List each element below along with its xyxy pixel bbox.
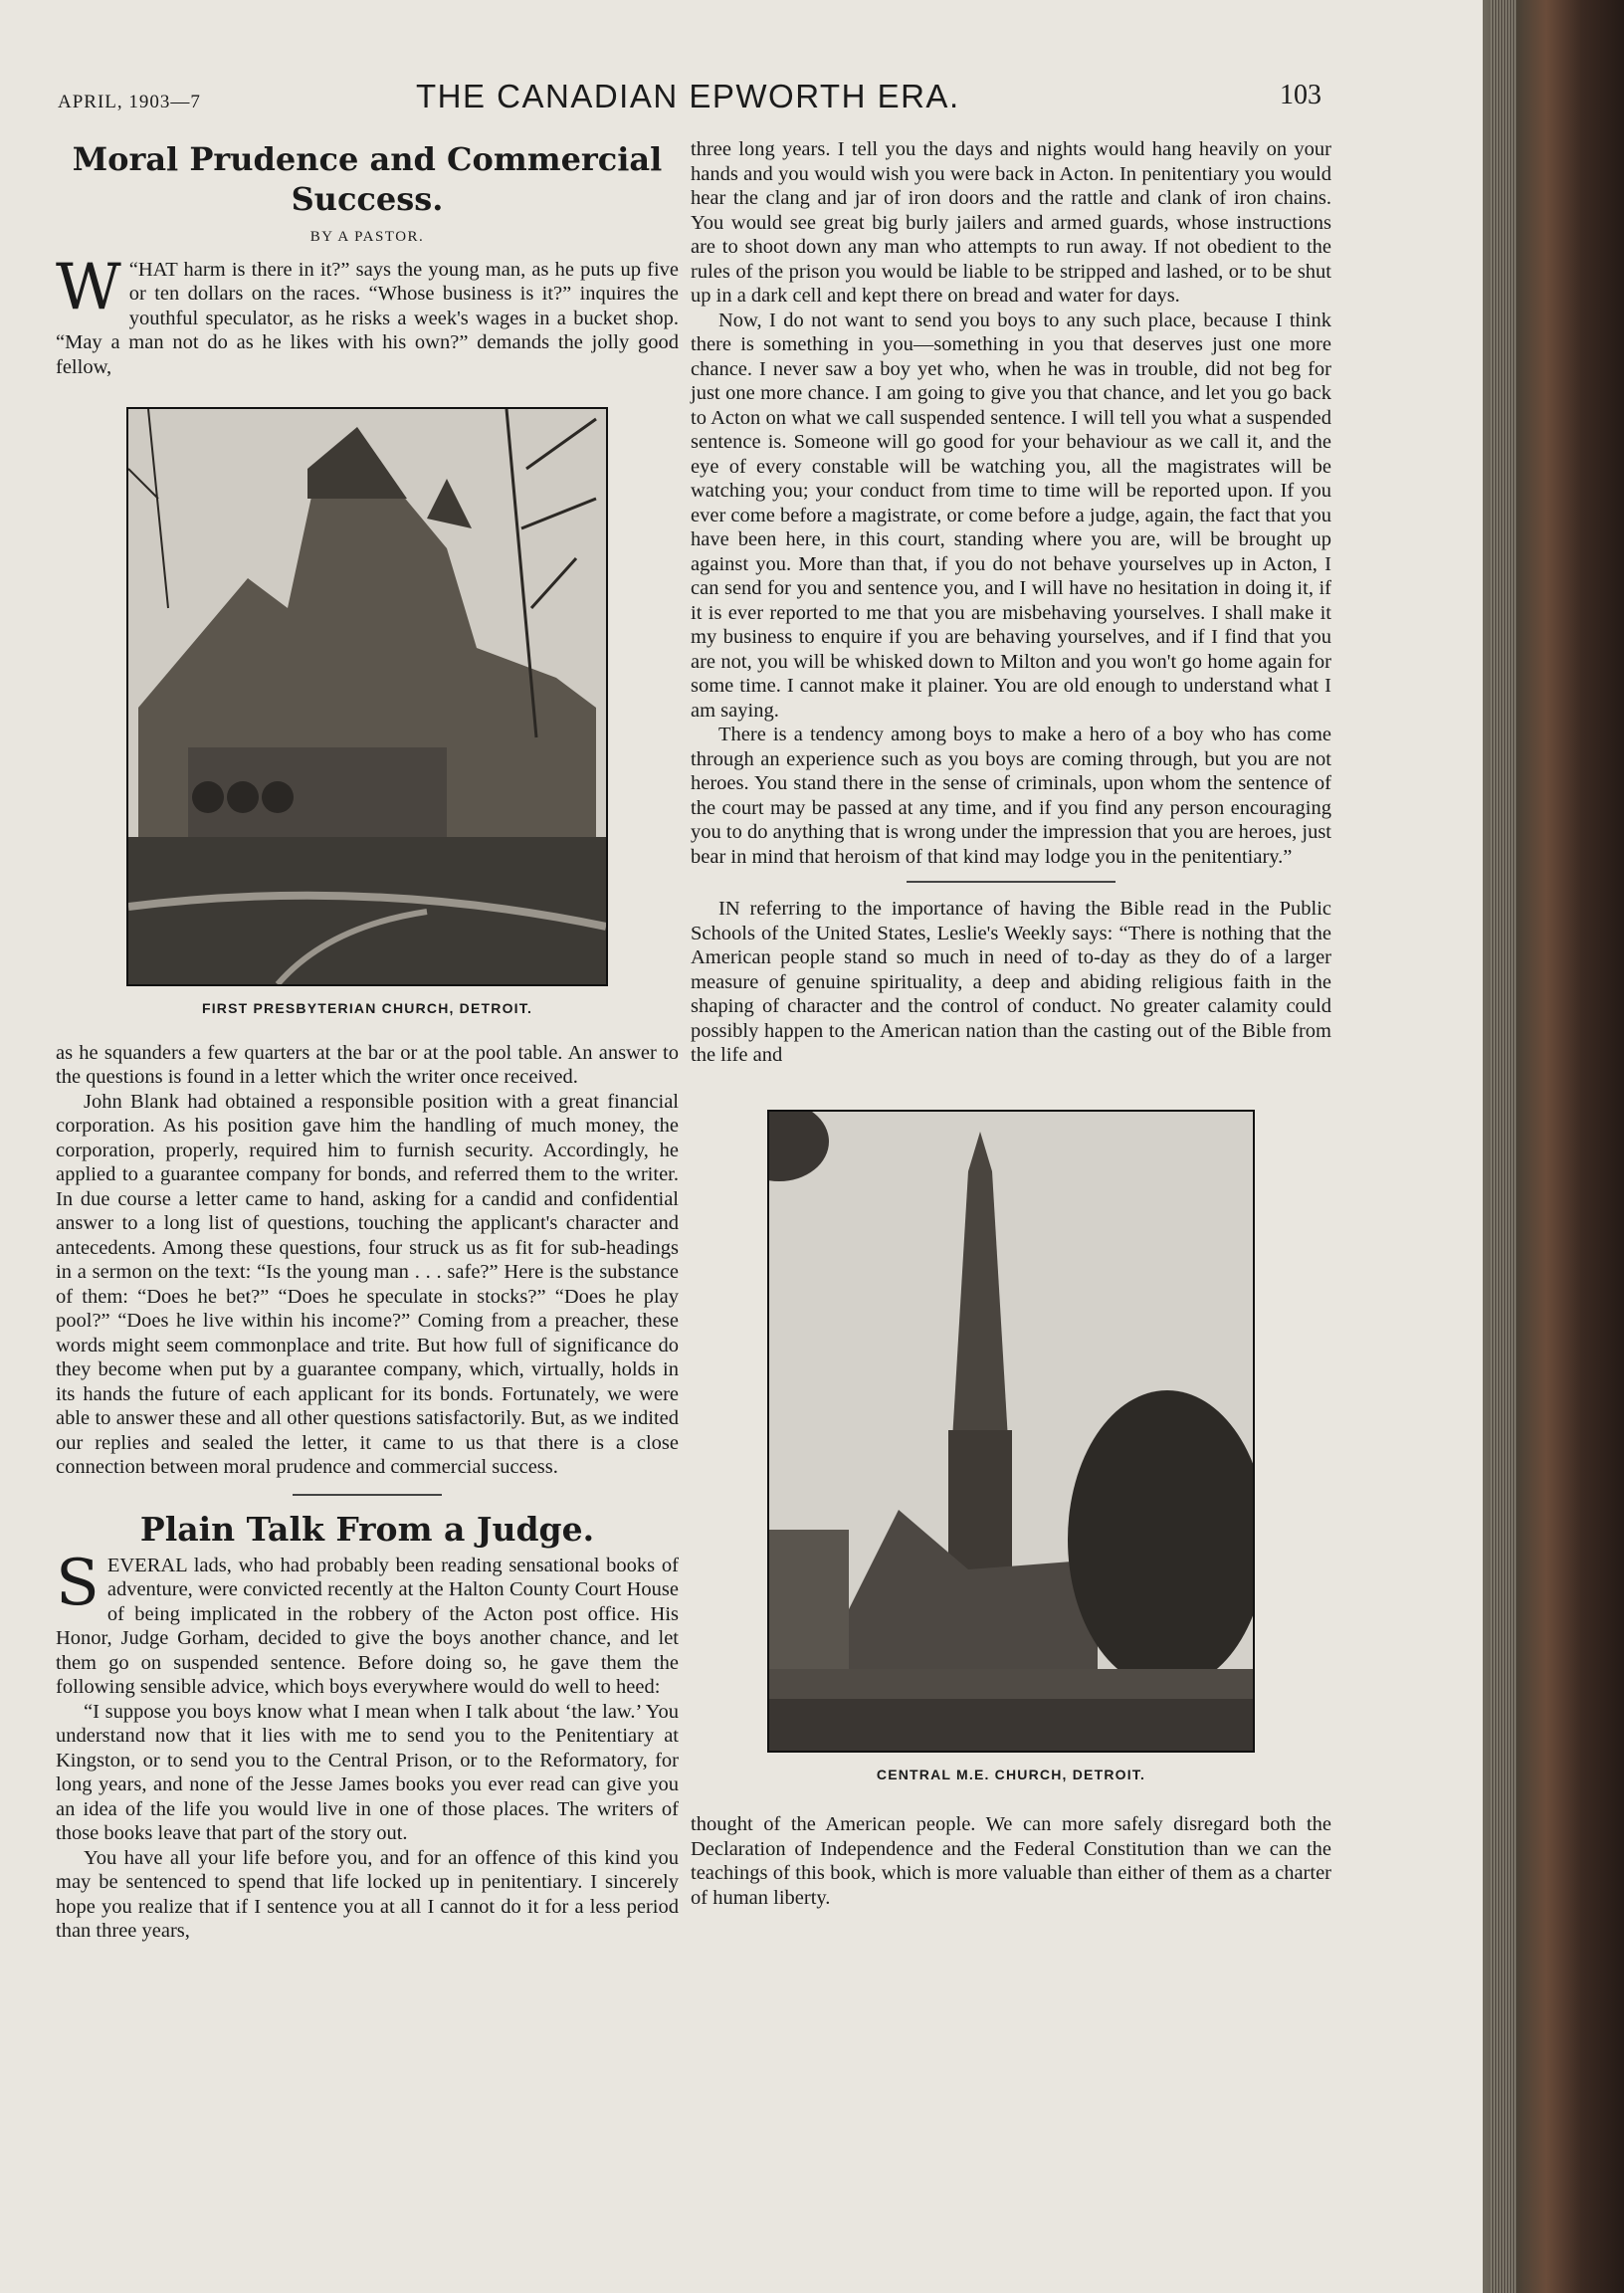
church-illustration: [128, 409, 606, 984]
drop-cap: W: [56, 250, 121, 324]
left-column: [56, 139, 679, 1944]
book-binding: [1483, 0, 1624, 2293]
article-title: Moral Prudence and Commercial Success.: [72, 140, 663, 218]
church-illustration: [769, 1112, 1253, 1751]
church-photo: [767, 1110, 1255, 1753]
article-title: Plain Talk From a Judge.: [139, 1509, 595, 1549]
article-paragraph: “I suppose you boys know what I mean when I talk about ‘the law.’ You understand now that it lies with me to send you to the Penitentiary at Kingston, or to send you to the Central Prison, or to the Reformatory, for long years, and none of the Jesse James books you ever read can give you an idea of the life you would live in one of those places. The writers of those books leave that part of the story out.: [56, 1700, 679, 1844]
article-paragraph: three long years. I tell you the days and nights would hang heavily on your hands and you would wish you were back in Acton. In penitentiary you would hear the clang and jar of iron doors and the rattle and clank of iron chains. You would see great big burly jailers and armed guards, whose instructions are to shoot down any man who attempts to run away. If not obedient to the rules of the prison you would be liable to be stripped and lashed, or to be shut up in a dark cell and kept there on bread and water for days.: [691, 138, 1331, 307]
right-column: [691, 137, 1331, 1910]
issue-date: APRIL, 1903—7: [58, 92, 201, 112]
article-paragraph: as he squanders a few quarters at the bar or at the pool table. An answer to the questions is found in a letter which the writer once received.: [56, 1041, 679, 1088]
article-paragraph: IN referring to the importance of having the Bible read in the Public Schools of the United States, Leslie's Weekly says: “There is nothing that the American people stand so much in need of to-day as they do of a larger measure of genuine spirituality, a deep and abiding religious faith in the shaping of character and the control of conduct. No greater calamity could possibly happen to the American nation than the casting out of the Bible from the life and: [691, 898, 1331, 1066]
church-photo: [126, 407, 608, 986]
section-divider: [293, 1494, 442, 1496]
drop-cap: S: [56, 1546, 100, 1620]
article-paragraph: SEVERAL lads, who had probably been reading sensational books of adventure, were convicted recently at the Halton County Court House of being implicated in the robbery of the Acton post office. His Honor, Judge Gorham, decided to give the boys another chance, and let them go on suspended sentence. Before doing so, he gave them the following sensible advice, which boys everywhere would do well to heed:: [56, 1546, 679, 1698]
article-paragraph: You have all your life before you, and for an offence of this kind you may be sentenced to spend that life locked up in penitentiary. I sincerely hope you realize that if I sentence you at all I cannot do it for a less period than three years,: [56, 1846, 679, 1942]
page-header: [58, 78, 1321, 121]
section-divider: [907, 881, 1116, 883]
article-paragraph: thought of the American people. We can more safely disregard both the Declaration of Independence and the Federal Constitution than we can the teachings of this book, which is more valuable than either of them as a charter of human liberty.: [691, 1813, 1331, 1909]
magazine-title: THE CANADIAN EPWORTH ERA.: [416, 78, 960, 114]
article-paragraph: There is a tendency among boys to make a hero of a boy who has come through an experience such as you boys are coming through, but you are not heroes. You stand there in the sense of criminals, upon whom the sentence of the court may be passed at any time, and if you find any person encouraging you to do anything that is wrong under the impression that you are heroes, just bear in mind that heroism of that kind may lodge you in the penitentiary.”: [691, 724, 1331, 868]
byline: BY A PASTOR.: [309, 229, 425, 245]
article-paragraph: W “HAT harm is there in it?” says the young man, as he puts up five or ten dollars on the races. “Whose business is it?” inquires the youthful speculator, as he risks a week's wages in a bucket shop. “May a man not do as he likes with his own?” demands the jolly good fellow,: [56, 250, 679, 378]
page-number: 103: [1280, 80, 1321, 110]
photo-caption: CENTRAL M.E. CHURCH, DETROIT.: [876, 1766, 1146, 1782]
photo-caption: FIRST PRESBYTERIAN CHURCH, DETROIT.: [201, 1000, 533, 1016]
article-paragraph: Now, I do not want to send you boys to any such place, because I think there is something in you—something in you that deserves just one more chance. I never saw a boy yet who, when he was in trouble, did not beg for just one more chance. I am going to give you that chance, and let you go back to Acton on what we call suspended sentence. I will tell you what a suspended sentence is. Someone will go good for your behaviour as we call it, and the eye of every constable will be watching you, all the magistrates will be watching you; your conduct from time to time will be reported upon. If you ever come before a magistrate, or come before a judge, again, the fact that you have been here, in this court, standing where you are, will be brought up against you. More than that, if you do not behave yourselves up in Acton, I can send for you and sentence you, and I will have no hesitation in doing it, if it is ever reported to me that you are misbehaving yourselves. I shall make it my business to enquire if you are behaving yourselves, and if I find that you are not, you will be whisked down to Milton and you won't go home again for some time. I cannot make it plainer. You are old enough to understand what I am saying.: [691, 309, 1331, 722]
figure: [767, 1110, 1255, 1787]
article-paragraph: John Blank had obtained a responsible position with a great financial corporation. As his position gave him the handling of much money, the corporation, properly, required him to furnish security. Accordingly, he applied to a guarantee company for bonds, and referred them to the writer. In due course a letter came to hand, asking for a candid and confidential answer to a long list of questions, touching the applicant's character and antecedents. Among these questions, four struck us as fit for sub-headings in a sermon on the text: “Is the young man . . . safe?” Here is the substance of them: “Does he bet?” “Does he speculate in stocks?” “Does he play pool?” “Does he live within his income?” Coming from a preacher, these words might seem commonplace and trite. But how full of significance do they become when put by a guarantee company, which, virtually, holds in its hands the future of each applicant for its bonds. Fortunately, we were able to answer these and all other questions satisfactorily. But, as we indited our replies and sealed the letter, it came to us that there is a close connection between moral prudence and commercial success.: [56, 1090, 679, 1478]
figure: [126, 407, 608, 1021]
